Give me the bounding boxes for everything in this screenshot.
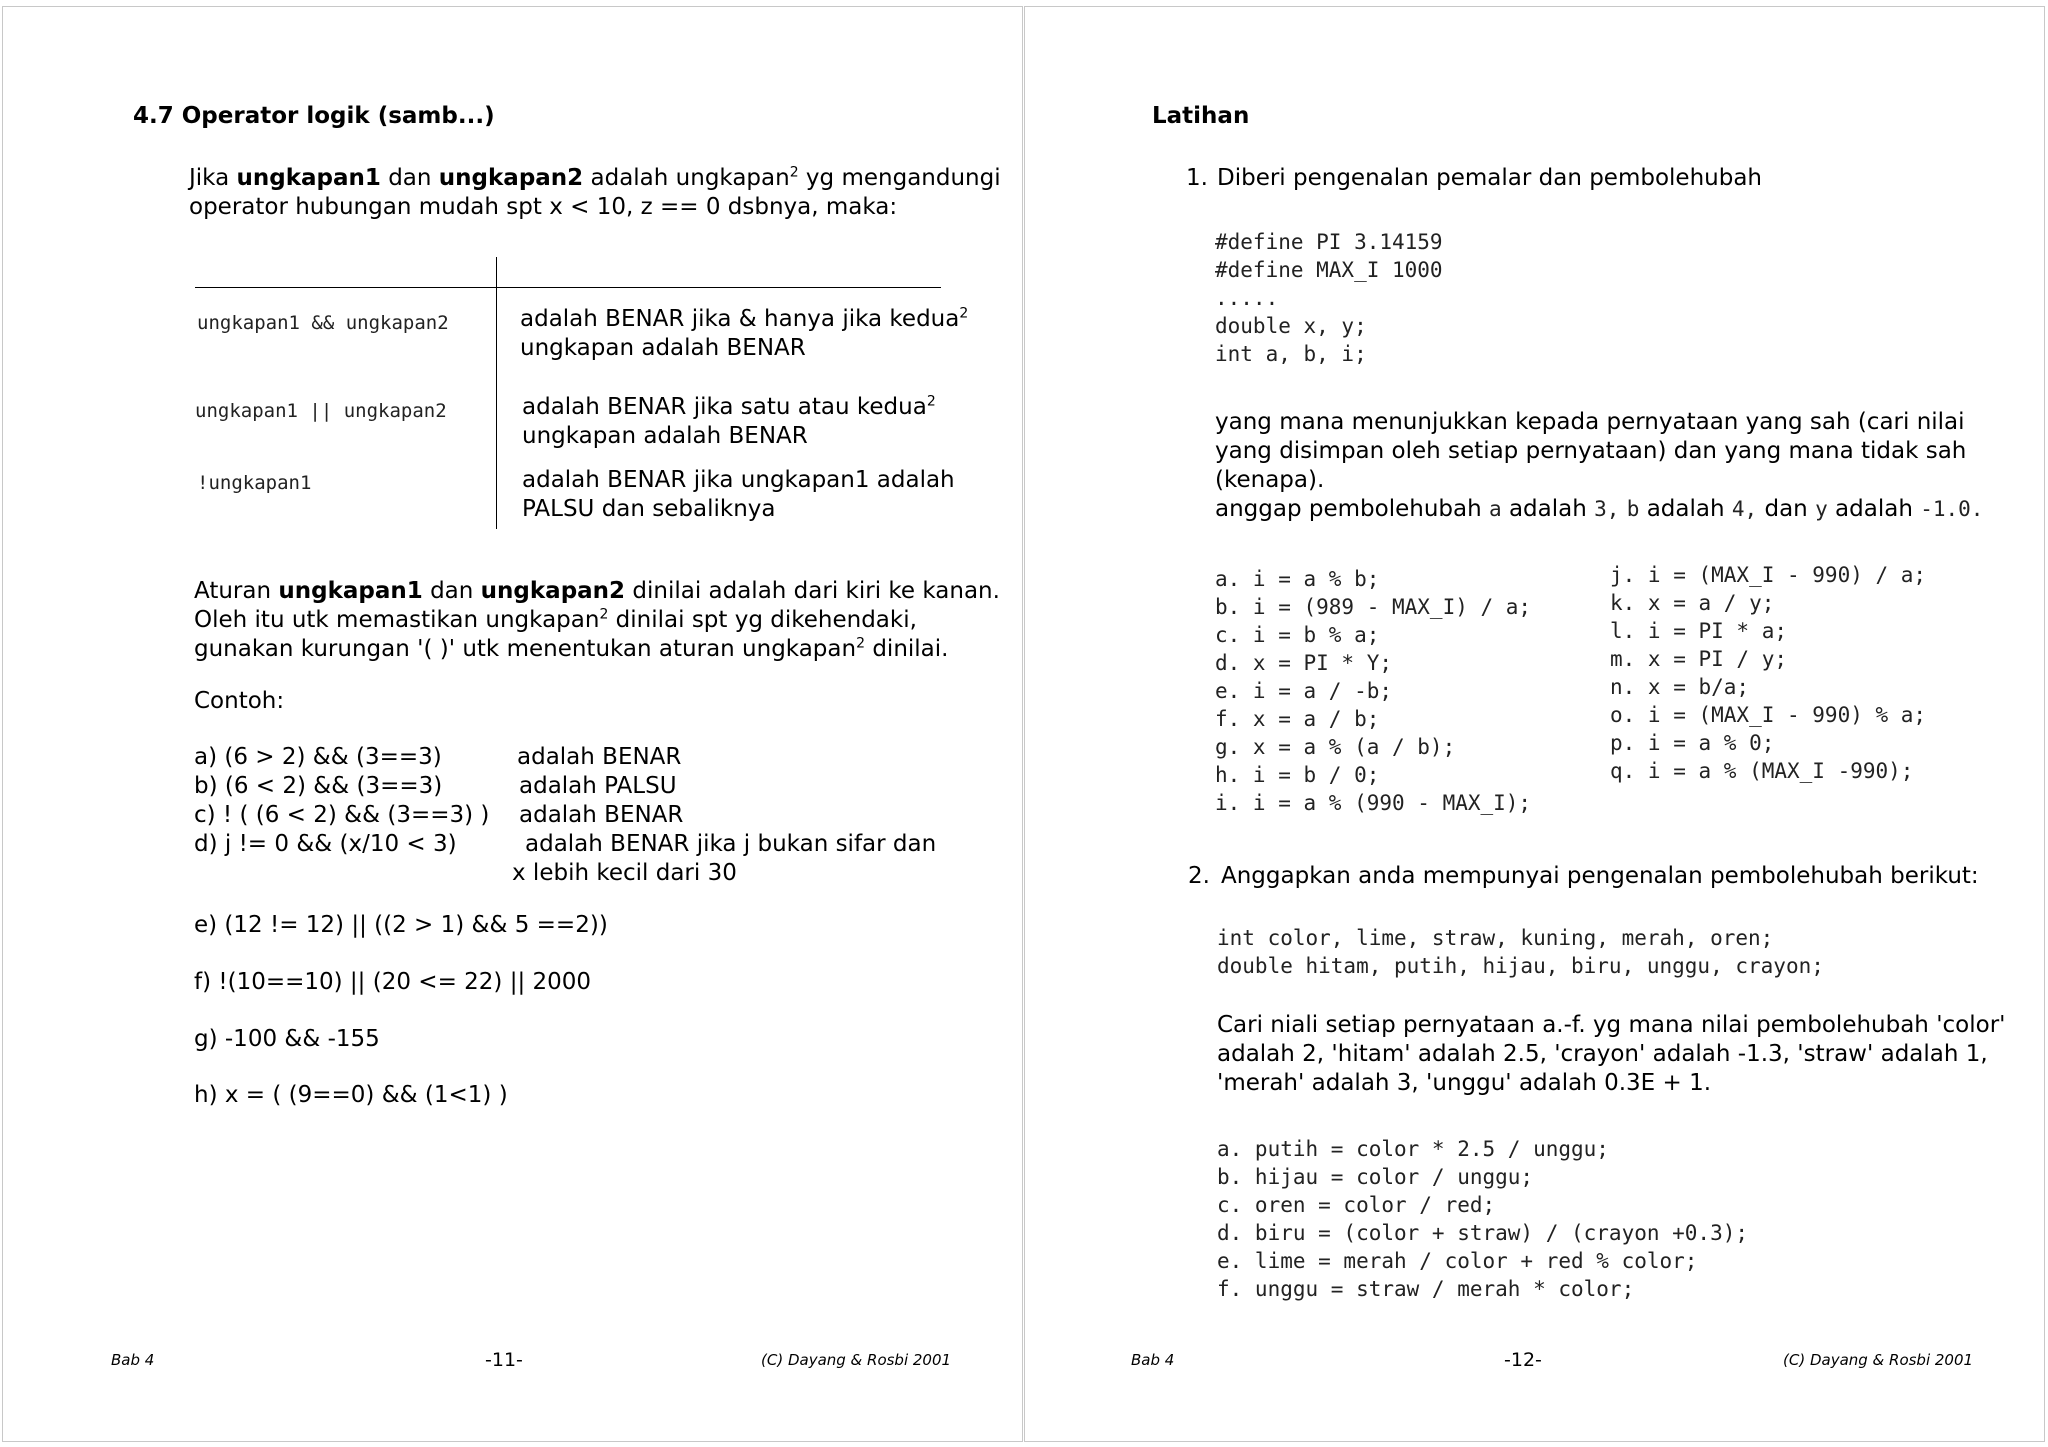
example-expr: d) j != 0 && (x/10 < 3) [194,831,457,857]
example-result: adalah BENAR [517,744,682,770]
footer-chapter: Bab 4 [1131,1351,1175,1369]
left-page [2,6,1023,1442]
footer-chapter: Bab 4 [111,1351,155,1369]
footer-copyright: (C) Dayang & Rosbi 2001 [761,1351,952,1369]
aturan-paragraph: Aturan ungkapan1 dan ungkapan2 dinilai adalah dari kiri ke kanan. Oleh itu utk memastikan ungkapan$^2$ dinilai spt yg dikehendaki, gunakan kurungan '( )' utk menentukan aturan ungkapan$^2$ dinilai. [194,578,1000,662]
example-expr: b) (6 < 2) && (3==3) [194,773,443,799]
question-1-code: #define PI 3.14159 #define MAX_I 1000 ..... double x, y; int a, b, i; [1215,230,1443,366]
footer-page-number: -11- [485,1349,523,1371]
example-result: adalah PALSU [519,773,677,799]
question-1-number: 1. [1186,165,1208,191]
statements-left-column: a. i = a % b; b. i = (989 - MAX_I) / a; c. i = b % a; d. x = PI * Y; e. i = a / -b; f. x = a / b; g. x = a % (a / b); h. i = b / 0; i. i = a % (990 - MAX_I); [1215,567,1532,815]
question-2-text: Anggapkan anda mempunyai pengenalan pembolehubah berikut: [1221,863,1979,889]
example-result: adalah BENAR [519,802,684,828]
example-results [512,743,937,888]
extra-example: g) -100 && -155 [194,1026,380,1052]
right-page [1024,6,2045,1442]
statements-right-column: j. i = (MAX_I - 990) / a; k. x = a / y; l. i = PI * a; m. x = PI / y; n. x = b/a; o. i = (MAX_I - 990) % a; p. i = a % 0; q. i = a % (MAX_I -990); [1610,563,1927,783]
table-row-expr: !ungkapan1 [197,472,312,494]
example-expr: c) ! ( (6 < 2) && (3==3) ) [194,802,490,828]
table-row-desc: adalah BENAR jika satu atau kedua$^2$ ungkapan adalah BENAR [522,393,936,449]
table-divider [496,257,497,529]
example-list [194,743,489,859]
extra-example: f) !(10==10) || (20 <= 22) || 2000 [194,969,592,995]
exercise-heading: Latihan [1152,103,1250,129]
extra-example: e) (12 != 12) || ((2 > 1) && 5 ==2)) [194,912,608,938]
question-2-paragraph: Cari niali setiap pernyataan a.-f. yg mana nilai pembolehubah 'color' adalah 2, 'hitam' adalah 2.5, 'crayon' adalah -1.3, 'straw' adalah 1, 'merah' adalah 3, 'unggu' adalah 0.3E + 1. [1217,1012,2006,1096]
section-heading: 4.7 Operator logik (samb...) [133,103,495,129]
assumption-line: anggap pembolehubah a adalah 3, b adalah 4, dan y adalah -1.0. [1215,496,1984,522]
question-1-text: Diberi pengenalan pemalar dan pembolehubah [1217,165,1763,191]
contoh-label: Contoh: [194,688,285,714]
question-2-statements: a. putih = color * 2.5 / unggu; b. hijau = color / unggu; c. oren = color / red; d. biru = (color + straw) / (crayon +0.3); e. lime = merah / color + red % color; f. unggu = straw / merah * color; [1217,1137,1749,1301]
example-result-continued: x lebih kecil dari 30 [512,860,737,886]
example-result: adalah BENAR jika j bukan sifar dan [525,831,937,857]
question-2-code: int color, lime, straw, kuning, merah, oren; double hitam, putih, hijau, biru, unggu, crayon; [1217,926,1824,978]
table-top-rule [195,287,941,288]
example-expr: a) (6 > 2) && (3==3) [194,744,442,770]
table-row-expr: ungkapan1 || ungkapan2 [195,400,447,422]
intro-text: Jika ungkapan1 dan ungkapan2 adalah ungkapan$^2$ yg mengandungi operator hubungan mudah spt x < 10, z == 0 dsbnya, maka: [189,164,1001,220]
footer-copyright: (C) Dayang & Rosbi 2001 [1783,1351,1974,1369]
question-1-paragraph: yang mana menunjukkan kepada pernyataan yang sah (cari nilai yang disimpan oleh setiap pernyataan) dan yang mana tidak sah (kenapa). anggap pembolehubah a adalah 3, b adalah 4, dan y adalah -1.0. [1215,409,1984,522]
table-row-desc: adalah BENAR jika ungkapan1 adalah PALSU dan sebaliknya [522,467,955,522]
table-row-expr: ungkapan1 && ungkapan2 [197,312,449,334]
extra-example: h) x = ( (9==0) && (1<1) ) [194,1082,508,1108]
table-row-desc: adalah BENAR jika & hanya jika kedua$^2$ ungkapan adalah BENAR [520,305,969,361]
question-2-number: 2. [1188,863,1210,889]
footer-page-number: -12- [1504,1349,1542,1371]
